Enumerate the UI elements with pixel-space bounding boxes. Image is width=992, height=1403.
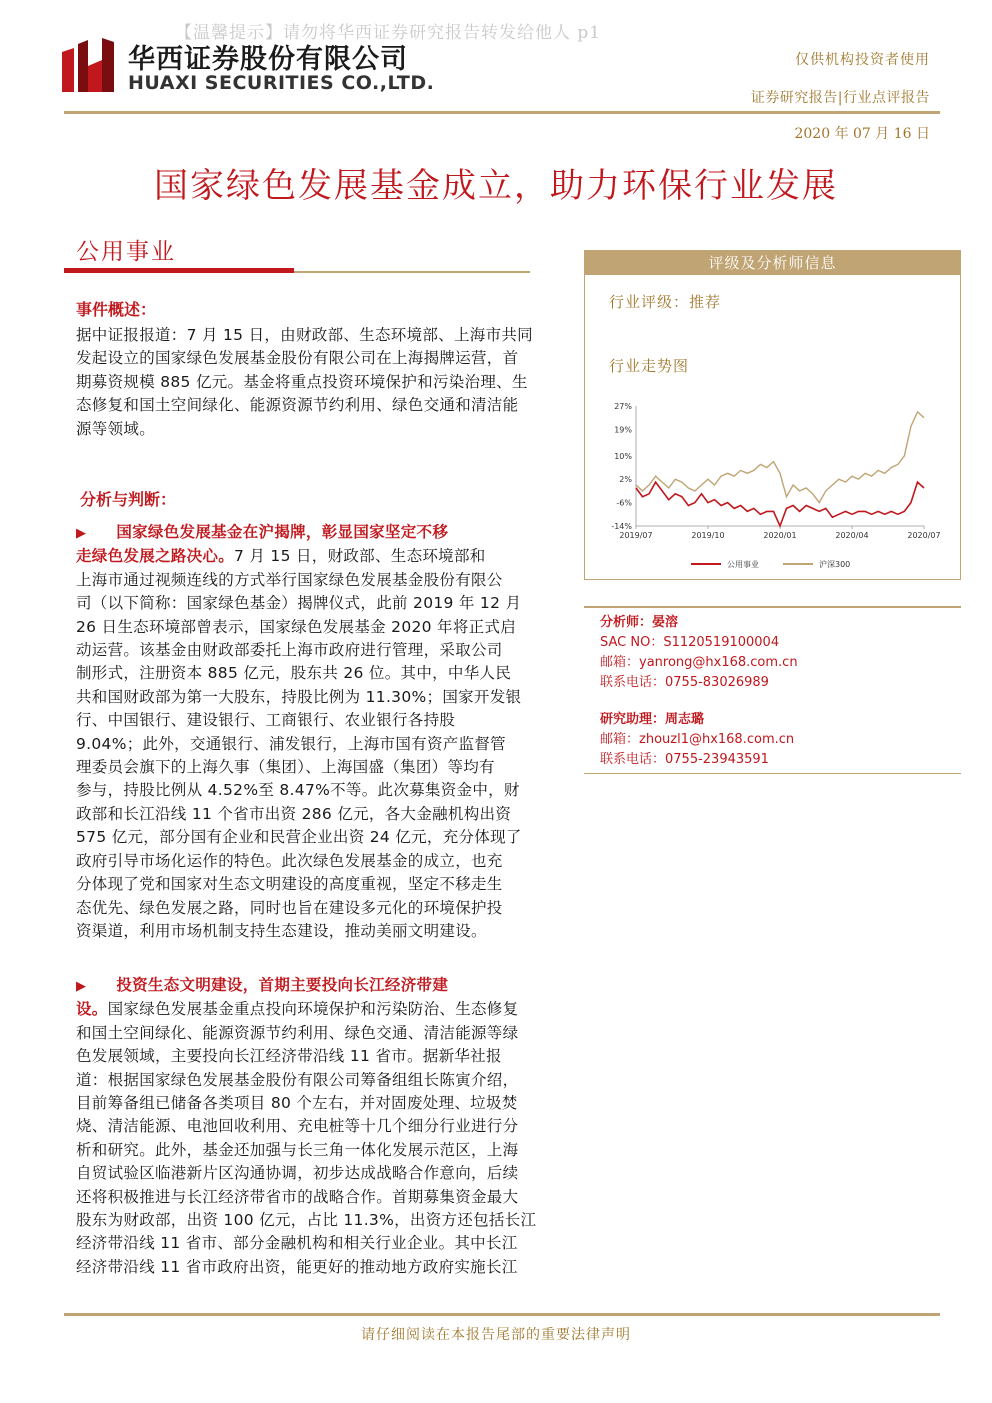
industry-label: 公用事业 <box>76 239 176 265</box>
x-tick-label: 2019/10 <box>691 531 725 540</box>
assistant-phone: 联系电话：0755-23943591 <box>600 752 769 767</box>
rating-panel-header: 评级及分析师信息 <box>585 251 960 275</box>
text-line: 政部和长江沿线 11 个省市出资 286 亿元，各大金融机构出资 <box>76 804 512 823</box>
assistant-name: 周志璐 <box>665 712 705 727</box>
text-line: 发起设立的国家绿色发展基金股份有限公司在上海揭牌运营，首 <box>76 349 519 368</box>
y-tick-label: 2% <box>619 475 632 485</box>
x-tick-label: 2020/01 <box>763 531 797 540</box>
text-line: 据中证报报道：7 月 15 日，由财政部、生态环境部、上海市共同 <box>76 326 533 344</box>
industry-rating: 行业评级：推荐 <box>609 293 722 311</box>
report-type-tag: 证券研究报告|行业点评报告 <box>750 90 930 106</box>
footer-divider <box>64 1313 940 1316</box>
text-line: 源等领域。 <box>76 419 156 438</box>
company-name-cn: 华西证券股份有限公司 <box>128 44 408 75</box>
text-line: 7 月 15 日，财政部、生态环境部和 <box>234 547 486 566</box>
x-tick-label: 2019/07 <box>619 531 653 540</box>
assistant-email: 邮箱：zhouzl1@hx168.com.cn <box>600 732 795 747</box>
text-line: 制形式，注册资本 885 亿元，股东共 26 位。其中，中华人民 <box>76 664 512 683</box>
y-tick-label: 19% <box>614 425 632 435</box>
text-line: 资渠道，利用市场机制支持生态建设，推动美丽文明建设。 <box>76 921 487 940</box>
analysis-point-2 <box>76 974 568 1279</box>
y-tick-label: -14% <box>611 522 632 531</box>
text-line: 上海市通过视频连线的方式举行国家绿色发展基金股份有限公 <box>76 570 503 589</box>
text-line: 色发展领域，主要投向长江经济带沿线 11 省市。据新华社报 <box>76 1047 502 1066</box>
text-line: 9.04%；此外，交通银行、浦发银行，上海市国有资产监督管 <box>76 734 506 753</box>
series-line-hs300 <box>636 412 924 503</box>
analyst-sac: SAC NO：S1120519100004 <box>600 635 780 650</box>
audience-tag: 仅供机构投资者使用 <box>795 52 930 68</box>
trend-chart <box>606 396 946 571</box>
x-tick-label: 2020/07 <box>907 531 941 540</box>
legal-notice: 请仔细阅读在本报告尾部的重要法律声明 <box>361 1327 631 1343</box>
text-line: 目前筹备组已储备各类项目 80 个左右，并对固废处理、垃圾焚 <box>76 1094 518 1113</box>
event-paragraph <box>76 324 568 441</box>
point-2-headline-cont: 设。 <box>76 1000 108 1019</box>
analyst-label: 分析师： <box>600 615 653 630</box>
analyst-name: 晏溶 <box>652 615 679 630</box>
event-heading: 事件概述： <box>76 300 157 319</box>
bullet-icon: ▶ <box>76 526 87 541</box>
analysis-heading: 分析与判断： <box>80 490 177 509</box>
y-tick-label: 27% <box>614 402 632 411</box>
series-line-utilities <box>636 482 924 526</box>
text-line: 经济带沿线 11 省市政府出资，能更好的推动地方政府实施长江 <box>76 1257 518 1276</box>
text-line: 共和国财政部为第一大股东，持股比例为 11.30%；国家开发银 <box>76 687 522 706</box>
text-line: 行、中国银行、建设银行、工商银行、农业银行各持股 <box>76 711 456 730</box>
point-2-headline: 投资生态文明建设，首期主要投向长江经济带建 <box>116 976 449 994</box>
text-line: 还将积极推进与长江经济带省市的战略合作。首期募集资金最大 <box>76 1187 519 1206</box>
text-line: 态优先、绿色发展之路，同时也旨在建设多元化的环境保护投 <box>76 898 503 917</box>
text-line: 分体现了党和国家对生态文明建设的高度重视，坚定不移走生 <box>76 875 503 894</box>
industry-underline-gold <box>294 271 530 273</box>
trend-chart-title: 行业走势图 <box>609 357 690 375</box>
text-line: 股东为财政部，出资 100 亿元，占比 11.3%，出资方还包括长江 <box>76 1211 537 1230</box>
legend-label: 公用事业 <box>727 560 759 569</box>
point-1-headline: 国家绿色发展基金在沪揭牌，彰显国家坚定不移 <box>116 523 449 541</box>
text-line: 575 亿元，部分国有企业和民营企业出资 24 亿元，充分体现了 <box>76 828 522 847</box>
analysis-point-1 <box>76 521 568 943</box>
industry-underline <box>64 268 294 273</box>
text-line: 态修复和国土空间绿化、能源资源节约利用、绿色交通和清洁能 <box>76 396 519 415</box>
header-divider <box>64 111 940 114</box>
text-line: 司（以下简称：国家绿色基金）揭牌仪式，此前 2019 年 12 月 <box>76 594 522 613</box>
text-line: 自贸试验区临港新片区沟通协调，初步达成战略合作意向，后续 <box>76 1164 519 1183</box>
text-line: 烧、清洁能源、电池回收利用、充电桩等十几个细分行业进行分 <box>76 1117 519 1136</box>
y-tick-label: -6% <box>616 498 632 508</box>
point-1-headline-cont: 走绿色发展之路决心。 <box>76 547 235 566</box>
analyst-bottom-divider <box>584 773 961 774</box>
huaxi-logo <box>62 38 114 92</box>
x-tick-label: 2020/04 <box>835 531 869 540</box>
report-title: 国家绿色发展基金成立，助力环保行业发展 <box>154 166 838 206</box>
text-line: 国家绿色发展基金重点投向环境保护和污染防治、生态修复 <box>107 1000 519 1019</box>
watermark: 【温馨提示】请勿将华西证券研究报告转发给他人 p1 <box>175 23 602 43</box>
text-line: 政府引导市场化运作的特色。此次绿色发展基金的成立，也充 <box>76 851 503 870</box>
analyst-divider <box>584 606 961 608</box>
legend-label: 沪深300 <box>819 560 851 569</box>
text-line: 道：根据国家绿色发展基金股份有限公司筹备组组长陈寅介绍， <box>76 1070 519 1089</box>
assistant-label: 研究助理： <box>600 712 666 727</box>
text-line: 26 日生态环境部曾表示，国家绿色发展基金 2020 年将正式启 <box>76 617 517 636</box>
text-line: 理委员会旗下的上海久事（集团）、上海国盛（集团）等均有 <box>76 758 495 777</box>
bullet-icon: ▶ <box>76 979 87 994</box>
analyst-info <box>600 613 798 693</box>
report-date: 2020 年 07 月 16 日 <box>794 126 930 142</box>
text-line: 期募资规模 885 亿元。基金将重点投资环境保护和污染治理、生 <box>76 372 528 391</box>
text-line: 和国土空间绿化、能源资源节约利用、绿色交通、清洁能源等绿 <box>76 1023 519 1042</box>
analyst-phone: 联系电话：0755-83026989 <box>600 675 769 690</box>
assistant-info <box>600 710 794 770</box>
text-line: 经济带沿线 11 省市、部分金融机构和相关行业企业。其中长江 <box>76 1234 518 1253</box>
analyst-email: 邮箱：yanrong@hx168.com.cn <box>600 655 798 670</box>
text-line: 动运营。该基金由财政部委托上海市政府进行管理，采取公司 <box>76 641 503 660</box>
text-line: 参与，持股比例从 4.52%至 8.47%不等。此次募集资金中，财 <box>76 781 520 800</box>
y-tick-label: 10% <box>614 451 632 461</box>
text-line: 析和研究。此外，基金还加强与长三角一体化发展示范区，上海 <box>76 1140 519 1159</box>
company-name-en: HUAXI SECURITIES CO.,LTD. <box>128 72 435 94</box>
